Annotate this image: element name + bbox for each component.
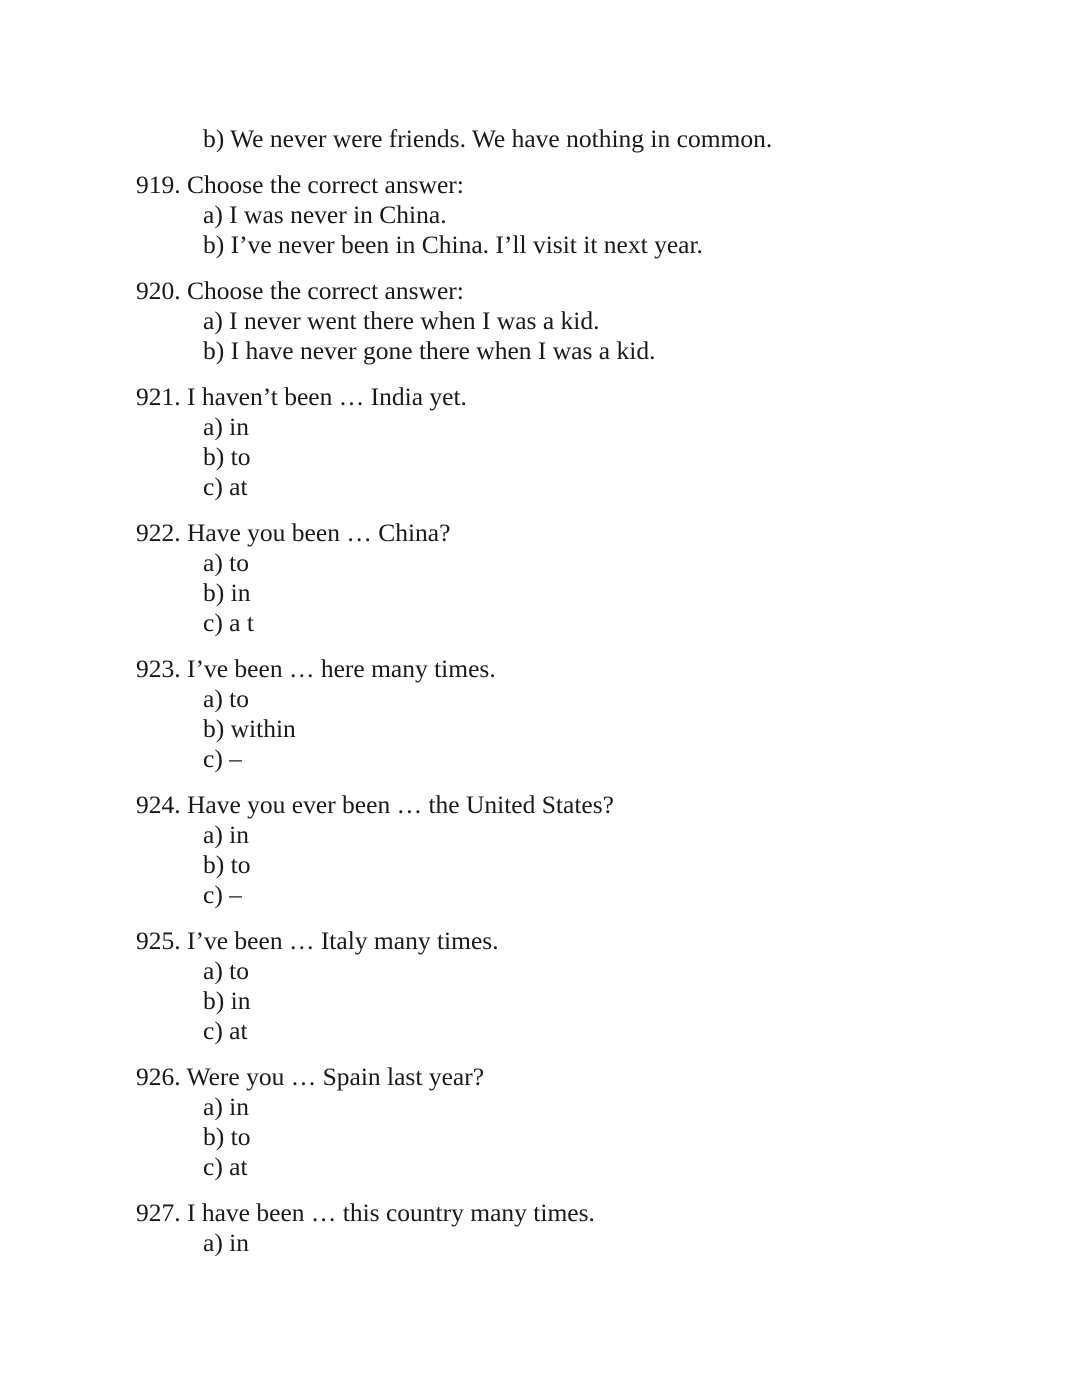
- option-item[interactable]: a) I never went there when I was a kid.: [203, 306, 600, 335]
- question-block-927: [136, 1198, 960, 1258]
- option-list: [136, 956, 960, 1046]
- question-block-923: [136, 654, 960, 774]
- option-item[interactable]: b) I’ve never been in China. I’ll visit it next year.: [203, 230, 703, 259]
- question-prompt: 920. Choose the correct answer:: [136, 276, 464, 305]
- option-item[interactable]: b) I have never gone there when I was a kid.: [203, 336, 656, 365]
- option-item[interactable]: a) to: [203, 548, 250, 577]
- option-item[interactable]: a) to: [203, 684, 250, 713]
- option-list: [136, 1228, 960, 1258]
- option-item[interactable]: c) a t: [203, 608, 254, 637]
- option-list: [136, 548, 960, 638]
- option-item[interactable]: b) to: [203, 1122, 251, 1151]
- page-content: [136, 124, 960, 1258]
- option-item[interactable]: a) in: [203, 820, 250, 849]
- question-block-925: [136, 926, 960, 1046]
- option-item[interactable]: a) I was never in China.: [203, 200, 447, 229]
- option-item[interactable]: c) at: [203, 1016, 248, 1045]
- option-item[interactable]: b) to: [203, 442, 251, 471]
- option-item[interactable]: b) in: [203, 578, 251, 607]
- option-list: [136, 412, 960, 502]
- question-prompt: 921. I haven’t been … India yet.: [136, 382, 467, 411]
- question-prompt: 925. I’ve been … Italy many times.: [136, 926, 499, 955]
- option-list: [136, 820, 960, 910]
- option-item[interactable]: a) in: [203, 412, 250, 441]
- option-item[interactable]: c) at: [203, 472, 248, 501]
- question-prompt: 923. I’ve been … here many times.: [136, 654, 496, 683]
- orphan-continuation-line: b) We never were friends. We have nothing in common.: [203, 124, 773, 153]
- question-block-922: [136, 518, 960, 638]
- option-item[interactable]: c) at: [203, 1152, 248, 1181]
- question-prompt: 919. Choose the correct answer:: [136, 170, 464, 199]
- option-list: [136, 684, 960, 774]
- option-item[interactable]: a) to: [203, 956, 250, 985]
- option-item[interactable]: b) within: [203, 714, 296, 743]
- option-item[interactable]: c) –: [203, 744, 242, 773]
- question-block-920: [136, 276, 960, 366]
- question-prompt: 922. Have you been … China?: [136, 518, 451, 547]
- question-prompt: 927. I have been … this country many times.: [136, 1198, 595, 1227]
- question-block-919: [136, 170, 960, 260]
- option-item[interactable]: c) –: [203, 880, 242, 909]
- question-prompt: 924. Have you ever been … the United States?: [136, 790, 614, 819]
- question-prompt: 926. Were you … Spain last year?: [136, 1062, 485, 1091]
- option-item[interactable]: b) to: [203, 850, 251, 879]
- option-item[interactable]: b) in: [203, 986, 251, 1015]
- option-list: [136, 306, 960, 366]
- option-item[interactable]: a) in: [203, 1092, 250, 1121]
- option-list: [136, 200, 960, 260]
- question-block-924: [136, 790, 960, 910]
- option-list: [136, 1092, 960, 1182]
- question-block-921: [136, 382, 960, 502]
- option-item[interactable]: a) in: [203, 1228, 250, 1257]
- question-block-926: [136, 1062, 960, 1182]
